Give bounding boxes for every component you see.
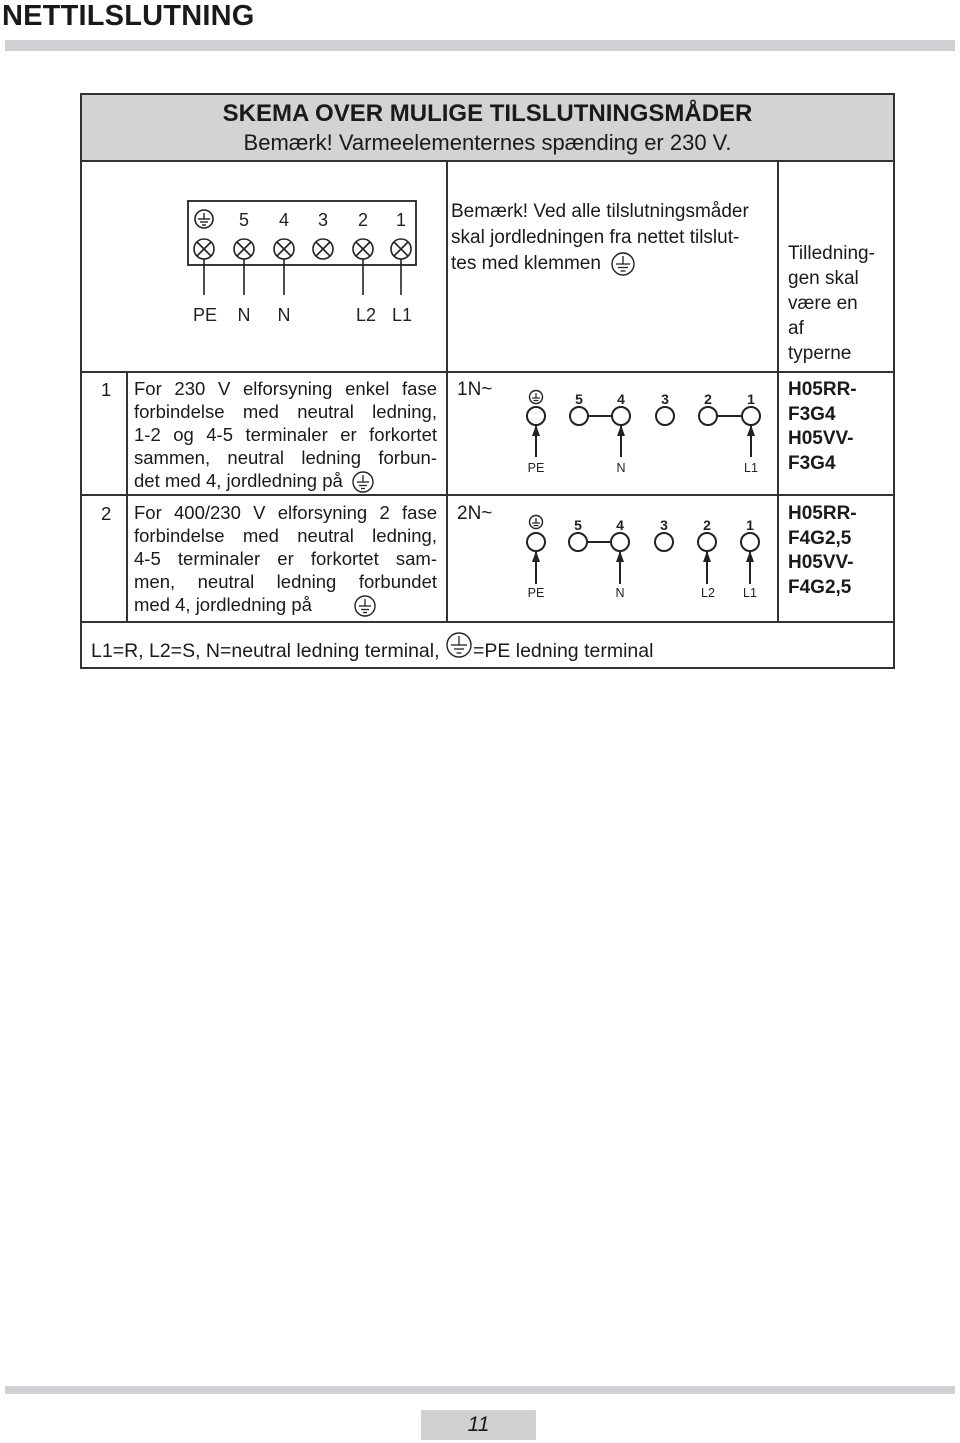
phase-label: 2N~ [457,503,493,524]
earth-icon [195,210,213,228]
diagram-label: N [616,461,626,475]
terminal-number: 1 [395,210,407,230]
table-subtitle: Bemærk! Varmeelementernes spænding er 230 V. [243,130,732,155]
desc-line-text: det med 4, jordledning på [134,470,343,491]
diagram-number: 1 [746,517,754,533]
divider-col-cable [777,162,779,622]
terminal-number: 2 [357,210,369,230]
divider-row-1 [80,371,895,373]
cable-header-line: gen skal [788,268,859,289]
cable-line: F4G2,5 [788,576,852,598]
desc-line-text: med 4, jordledning på [134,594,312,615]
phase-label: 1N~ [457,379,493,400]
legend [91,640,653,664]
note-line: Bemærk! Ved alle tilslutningsmåder [451,201,749,222]
row-number: 2 [101,503,112,524]
cable-header-line: af [788,318,804,339]
divider-col-num [126,372,128,622]
terminal-label: N [277,305,291,325]
cable-line: F3G4 [788,403,836,425]
diagram-number: 4 [617,391,625,407]
earth-icon [351,470,375,494]
footer-divider [5,1386,955,1394]
desc-line: 1-2 og 4-5 terminaler er forkortet [134,424,437,445]
terminal-label: L2 [355,305,377,325]
row-description [134,501,437,618]
cable-header [788,241,875,366]
diagram-label: L1 [743,586,757,600]
cable-line: H05RR- [788,503,857,524]
page-title: NETTILSLUTNING [2,0,255,32]
note-line-text: tes med klemmen [451,253,601,275]
desc-line: 4-5 terminaler er forkortet sam- [134,548,437,569]
diagram-number: 1 [747,391,755,407]
desc-line: For 230 V elforsyning enkel fase [134,378,437,399]
page-number: 11 [421,1410,536,1440]
earth-note [451,199,749,277]
terminal-screw-icon [353,239,373,259]
legend-text: L1=R, L2=S, N=neutral ledning terminal, [91,640,440,662]
terminal-block-diagram [180,195,425,335]
terminal-label: PE [192,305,218,325]
divider-col-desc [446,162,448,622]
cable-line: F3G4 [788,452,836,474]
terminal-screw-icon [274,239,294,259]
desc-line: forbindelse med neutral ledning, [134,401,437,422]
cable-line: H05RR- [788,379,857,400]
terminal-label: N [237,305,251,325]
wiring-diagram-2n [520,508,770,608]
cable-line: F4G2,5 [788,527,852,549]
desc-line: forbindelse med neutral ledning, [134,525,437,546]
cable-types [788,378,857,476]
terminal-screw-icon [313,239,333,259]
cable-line: H05VV- [788,428,854,449]
diagram-number: 4 [616,517,624,533]
desc-line [134,469,437,494]
desc-line: men, neutral ledning forbundet [134,571,437,592]
diagram-number: 3 [661,391,669,407]
diagram-number: 2 [704,391,712,407]
earth-icon [530,391,543,404]
terminal-label: L1 [391,305,413,325]
legend-text: =PE ledning terminal [472,640,654,662]
divider-legend [80,621,895,623]
cable-header-line: typerne [788,343,852,364]
earth-icon [445,631,473,659]
terminal-screw-icon [234,239,254,259]
diagram-number: 5 [574,517,582,533]
earth-icon [353,594,377,618]
cable-header-line: Tilledning- [788,243,875,264]
row-description [134,377,437,494]
table-title: SKEMA OVER MULIGE TILSLUTNINGSMÅDER [222,100,753,127]
cable-header-line: være en [788,293,858,314]
desc-line: For 400/230 V elforsyning 2 fase [134,502,437,523]
diagram-label: PE [527,461,545,475]
wiring-diagram-1n [520,380,770,480]
row-number: 1 [101,379,112,400]
terminal-number: 3 [317,210,329,230]
diagram-label: PE [527,586,545,600]
earth-icon [530,516,543,529]
terminal-number: 5 [238,210,250,230]
diagram-label: N [615,586,625,600]
diagram-number: 2 [703,517,711,533]
note-line: skal jordledningen fra nettet tilslut- [451,227,740,248]
note-line [451,251,749,277]
terminal-number: 4 [278,210,290,230]
title-divider [5,40,955,51]
earth-icon [610,251,636,277]
desc-line: sammen, neutral ledning forbun- [134,447,437,468]
terminal-screw-icon [194,239,214,259]
divider-row-2 [80,494,895,496]
diagram-label: L2 [701,586,715,600]
diagram-number: 5 [575,391,583,407]
diagram-label: L1 [744,461,758,475]
desc-line [134,593,437,618]
diagram-number: 3 [660,517,668,533]
terminal-screw-icon [391,239,411,259]
cable-line: H05VV- [788,552,854,573]
cable-types [788,502,857,600]
